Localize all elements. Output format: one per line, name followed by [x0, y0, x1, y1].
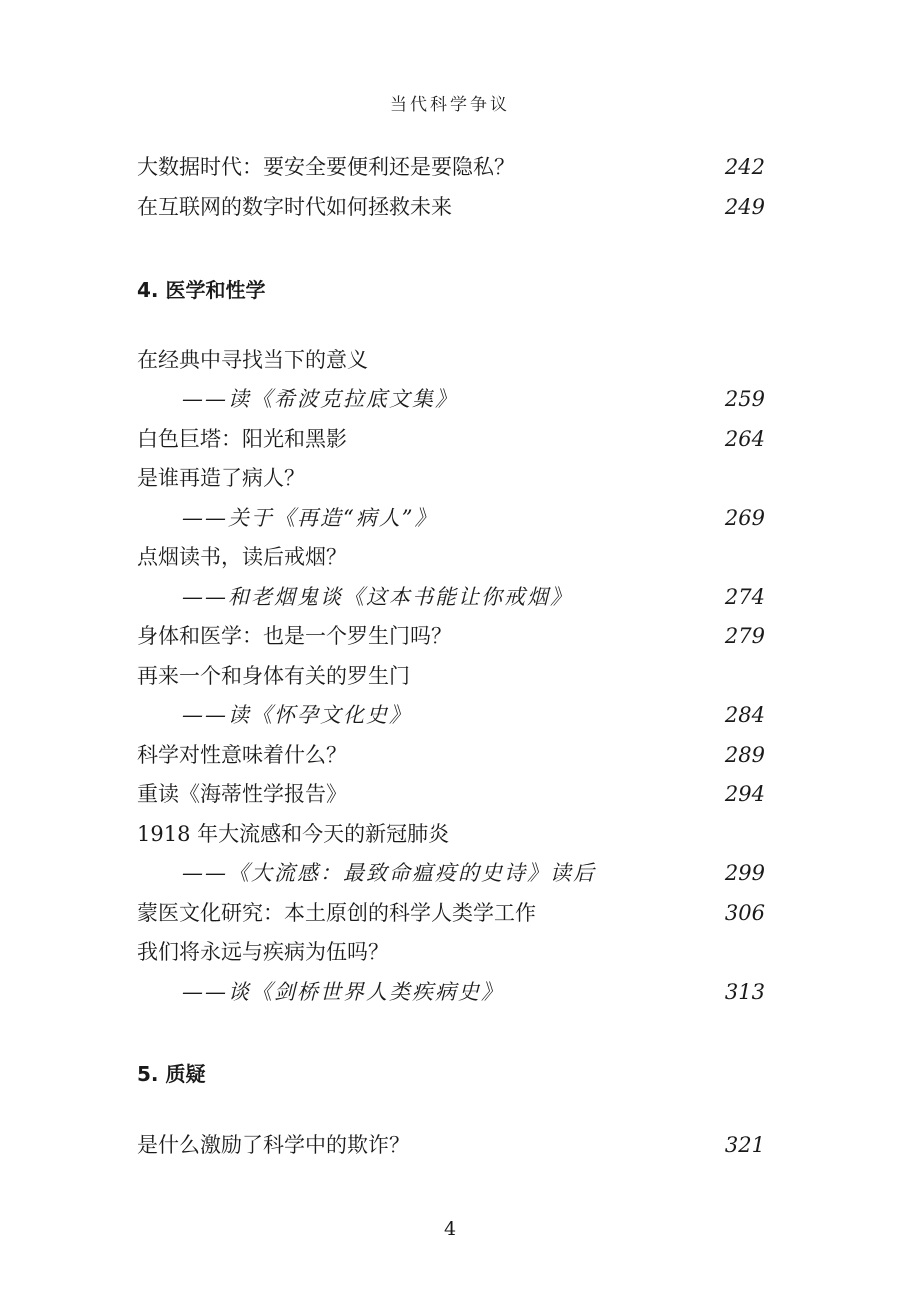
toc-entry-title: 我们将永远与疾病为伍吗？	[137, 940, 389, 964]
toc-entry-title: 科学对性意味着什么？	[137, 743, 347, 767]
toc-entry-title: 蒙医文化研究：本土原创的科学人类学工作	[137, 901, 536, 925]
toc-entry-page: 294	[724, 782, 765, 806]
toc-entry-page: 284	[724, 703, 765, 727]
toc-entry[interactable]	[137, 975, 765, 1009]
toc-entry-title: 在互联网的数字时代如何拯救未来	[137, 195, 452, 219]
toc-entry[interactable]	[137, 382, 765, 416]
toc-entry[interactable]	[137, 659, 765, 693]
toc-entry-page: 279	[724, 624, 765, 648]
toc-entry[interactable]	[137, 190, 765, 224]
toc-entry-page: 274	[724, 585, 765, 609]
toc-entry[interactable]	[137, 619, 765, 653]
toc-entry-title: 白色巨塔：阳光和黑影	[137, 427, 347, 451]
toc-entry[interactable]	[137, 422, 765, 456]
toc-entry[interactable]	[137, 580, 765, 614]
toc-entry-title: ——关于《再造“病人”》	[182, 506, 438, 530]
toc-entry[interactable]	[137, 777, 765, 811]
toc-entry-page: 264	[724, 427, 765, 451]
page-number: 4	[443, 1218, 457, 1240]
toc-entry[interactable]	[137, 540, 765, 574]
toc-entry-title: ——和老烟鬼谈《这本书能让你戒烟》	[182, 585, 573, 609]
toc-entry-page: 299	[724, 861, 765, 885]
toc-entry-title: ——谈《剑桥世界人类疾病史》	[182, 980, 504, 1004]
toc-entry[interactable]	[137, 817, 765, 851]
section-heading-4: 4. 医学和性学	[137, 278, 266, 302]
toc-entry-title: 大数据时代：要安全要便利还是要隐私？	[137, 155, 515, 179]
toc-entry-title: 是什么激励了科学中的欺诈？	[137, 1133, 410, 1157]
toc-entry-page: 321	[724, 1133, 765, 1157]
toc-entry-page: 289	[724, 743, 765, 767]
toc-entry-title: ——读《怀孕文化史》	[182, 703, 412, 727]
toc-entry[interactable]	[137, 698, 765, 732]
toc-entry-title: 在经典中寻找当下的意义	[137, 348, 368, 372]
toc-entry-title: ——《大流感：最致命瘟疫的史诗》读后	[182, 861, 596, 885]
toc-entry-page: 269	[724, 506, 765, 530]
toc-entry[interactable]	[137, 935, 765, 969]
toc-entry-page: 306	[724, 901, 765, 925]
running-header: 当代科学争议	[390, 95, 510, 115]
toc-entry-title: 重读《海蒂性学报告》	[137, 782, 347, 806]
toc-entry[interactable]	[137, 1128, 765, 1162]
toc-entry-title: 1918 年大流感和今天的新冠肺炎	[137, 822, 450, 846]
toc-entry-title: 是谁再造了病人？	[137, 466, 305, 490]
toc-entry-page: 249	[724, 195, 765, 219]
toc-entry[interactable]	[137, 738, 765, 772]
toc-entry[interactable]	[137, 896, 765, 930]
toc-entry-page: 313	[724, 980, 765, 1004]
toc-entry-title: 再来一个和身体有关的罗生门	[137, 664, 410, 688]
toc-entry[interactable]	[137, 856, 765, 890]
toc-entry[interactable]	[137, 461, 765, 495]
toc-entry[interactable]	[137, 150, 765, 184]
toc-entry-title: 身体和医学：也是一个罗生门吗？	[137, 624, 452, 648]
toc-entry[interactable]	[137, 501, 765, 535]
toc-entry[interactable]	[137, 343, 765, 377]
toc-entry-title: ——读《希波克拉底文集》	[182, 387, 458, 411]
toc-entry-title: 点烟读书，读后戒烟？	[137, 545, 347, 569]
section-heading-5: 5. 质疑	[137, 1062, 206, 1086]
toc-entry-page: 242	[724, 155, 765, 179]
toc-entry-page: 259	[724, 387, 765, 411]
